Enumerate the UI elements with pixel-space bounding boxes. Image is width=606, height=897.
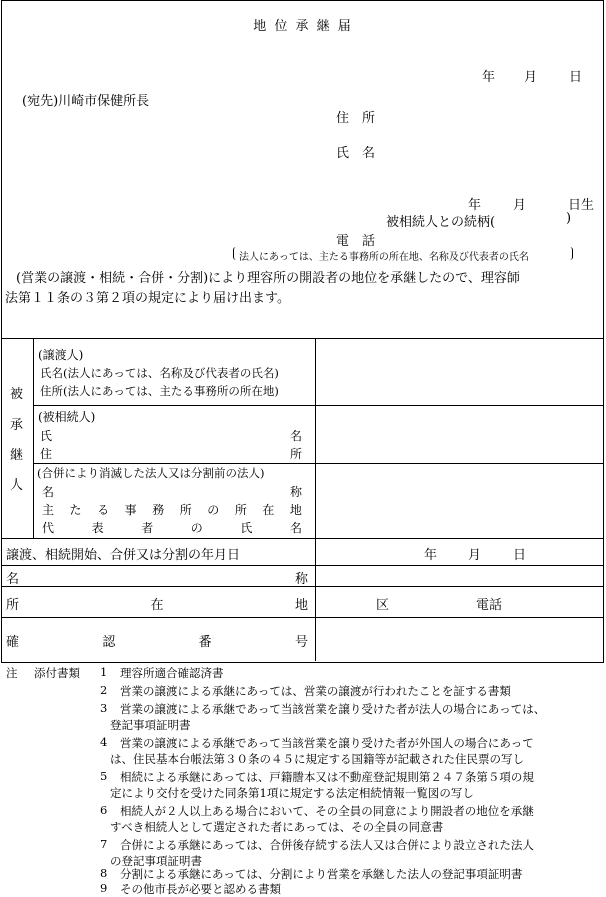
transfer-date-label: 譲渡、相続開始、合併又は分割の年月日 <box>6 548 241 563</box>
label-char: 表 <box>91 521 104 535</box>
note-number: 8 <box>100 866 108 880</box>
decedent-address-label <box>40 445 302 462</box>
side-char: 承 <box>10 418 24 433</box>
transfer-date-day: 日 <box>513 548 527 563</box>
label-char: 地 <box>294 598 308 613</box>
note-text: 営業の譲渡による承継であって当該営業を譲り受けた者が外国人の場合にあって <box>120 736 534 750</box>
note-text: 合併による承継にあっては、合併後存続する法人又は合併により設立された法人 <box>120 838 534 852</box>
location-label <box>6 594 308 613</box>
label-char: の <box>207 503 220 517</box>
date-year: 年 <box>482 70 496 85</box>
transferor-line2: 住所(法人にあっては、主たる事務所の所在地) <box>40 384 279 398</box>
label-char: 在 <box>150 598 164 613</box>
merged-value[interactable] <box>316 464 602 538</box>
transfer-date-year: 年 <box>424 548 438 563</box>
label-char: た <box>69 503 82 517</box>
transfer-date-value[interactable] <box>316 539 602 565</box>
note-number: 5 <box>100 769 108 783</box>
label-char: 主 <box>42 503 55 517</box>
label-char: 名 <box>6 572 20 587</box>
note-text: 営業の譲渡による承継にあっては、営業の譲渡が行われたことを証する書類 <box>120 684 511 698</box>
merged-office-label <box>42 501 302 518</box>
label-char: 者 <box>141 521 154 535</box>
statement-line2: 法第１１条の３第２項の規定により届け出ます。 <box>5 291 290 306</box>
label-char: 名 <box>289 429 302 443</box>
note-text: その他市長が必要と認める書類 <box>120 882 281 896</box>
note-number: 9 <box>100 881 108 895</box>
label-char: 所 <box>6 598 20 613</box>
applicant-address-label: 住 所 <box>336 111 376 126</box>
shop-name-value[interactable] <box>316 566 602 586</box>
transferor-value[interactable] <box>316 339 602 405</box>
label-char: 称 <box>289 485 302 499</box>
transfer-date-month: 月 <box>468 548 482 563</box>
birth-day: 日生 <box>568 198 595 213</box>
note-number: 4 <box>100 735 108 749</box>
label-char: 事 <box>124 503 137 517</box>
note-text: 相続による承継にあっては、戸籍謄本又は不動産登記規則第２４７条第５項の規 <box>120 770 534 784</box>
note-continuation: 定により交付を受けた同条第1項に規定する法定相続情報一覧図の写し <box>110 786 474 800</box>
corp-note: 法人にあっては、主たる事務所の所在地、名称及び代表者の氏名 <box>239 252 529 263</box>
note-continuation: 登記事項証明書 <box>110 718 191 732</box>
side-char: 人 <box>10 478 24 493</box>
side-col-line <box>33 338 34 538</box>
note-text: 理容所適合確認済書 <box>120 666 224 680</box>
label-char: 務 <box>152 503 165 517</box>
note-text: 分割による承継にあっては、分割により営業を承継した法人の登記事項証明書 <box>120 867 523 881</box>
merged-name-label <box>42 483 302 500</box>
label-char: 確 <box>6 635 20 650</box>
date-day: 日 <box>569 70 583 85</box>
label-char: 所 <box>289 447 302 461</box>
note-continuation: は、住民基本台帳法第３０条の４５に規定する国籍等が記載された住民票の写し <box>110 752 524 766</box>
notes-prefix: 注 <box>6 666 18 680</box>
location-value[interactable] <box>316 587 602 617</box>
label-char: 地 <box>289 503 302 517</box>
label-char: の <box>190 521 203 535</box>
side-char: 継 <box>10 448 24 463</box>
confirmation-number-label <box>6 631 308 650</box>
label-char: 氏 <box>240 521 253 535</box>
transferor-heading: (譲渡人) <box>38 348 84 362</box>
note-text: 営業の譲渡による承継であって当該営業を譲り受けた者が法人の場合にあっては、 <box>120 702 546 716</box>
addressee: (宛先)川崎市保健所長 <box>22 94 150 109</box>
label-char: 認 <box>102 635 116 650</box>
label-char: 所 <box>234 503 247 517</box>
relation-close: ) <box>566 211 572 226</box>
applicant-name-label: 氏 名 <box>336 146 376 161</box>
phone-label: 電 話 <box>336 234 376 249</box>
label-char: 在 <box>262 503 275 517</box>
label-char: 名 <box>289 521 302 535</box>
note-number: 3 <box>100 701 108 715</box>
statement-line1: (営業の譲渡・相続・合併・分割)により理容所の開設者の地位を承継したので、理容師 <box>16 271 520 286</box>
form-title: 地 位 承 継 届 <box>253 19 353 34</box>
label-char: 所 <box>179 503 192 517</box>
birth-month: 月 <box>513 198 527 213</box>
relation-label: 被相続人との続柄( <box>386 215 496 230</box>
merged-heading: (合併により消滅した法人又は分割前の法人) <box>37 466 265 480</box>
note-continuation: の登記事項証明書 <box>110 854 202 868</box>
birth-year: 年 <box>468 198 482 213</box>
location-phone-label: 電話 <box>476 598 503 613</box>
note-text: 相続人が２人以上ある場合において、その全員の同意により開設者の地位を承継 <box>120 804 534 818</box>
side-char: 被 <box>10 387 24 402</box>
decedent-heading: (被相続人) <box>38 410 96 424</box>
date-month: 月 <box>524 70 538 85</box>
label-char: る <box>97 503 110 517</box>
note-continuation: すべき相続人として選定された者にあっては、その全員の同意書 <box>110 820 444 834</box>
note-number: 7 <box>100 837 108 851</box>
note-number: 1 <box>100 665 108 679</box>
label-char: 氏 <box>40 429 53 443</box>
confirmation-number-value[interactable] <box>316 618 602 661</box>
relation-line[interactable] <box>386 211 572 230</box>
decedent-value[interactable] <box>316 406 602 463</box>
label-char: 番 <box>198 635 212 650</box>
ward-label: 区 <box>376 598 390 613</box>
note-number: 6 <box>100 803 108 817</box>
notes-heading: 添付書類 <box>34 666 80 680</box>
shop-name-label <box>6 568 308 587</box>
transferor-line1: 氏名(法人にあっては、名称及び代表者の氏名) <box>40 366 279 380</box>
merged-rep-label <box>42 519 302 536</box>
label-char: 称 <box>294 572 308 587</box>
label-char: 名 <box>42 485 55 499</box>
label-char: 号 <box>294 635 308 650</box>
label-char: 代 <box>42 521 55 535</box>
decedent-name-label <box>40 427 302 444</box>
note-number: 2 <box>100 683 108 697</box>
label-char: 住 <box>40 447 53 461</box>
